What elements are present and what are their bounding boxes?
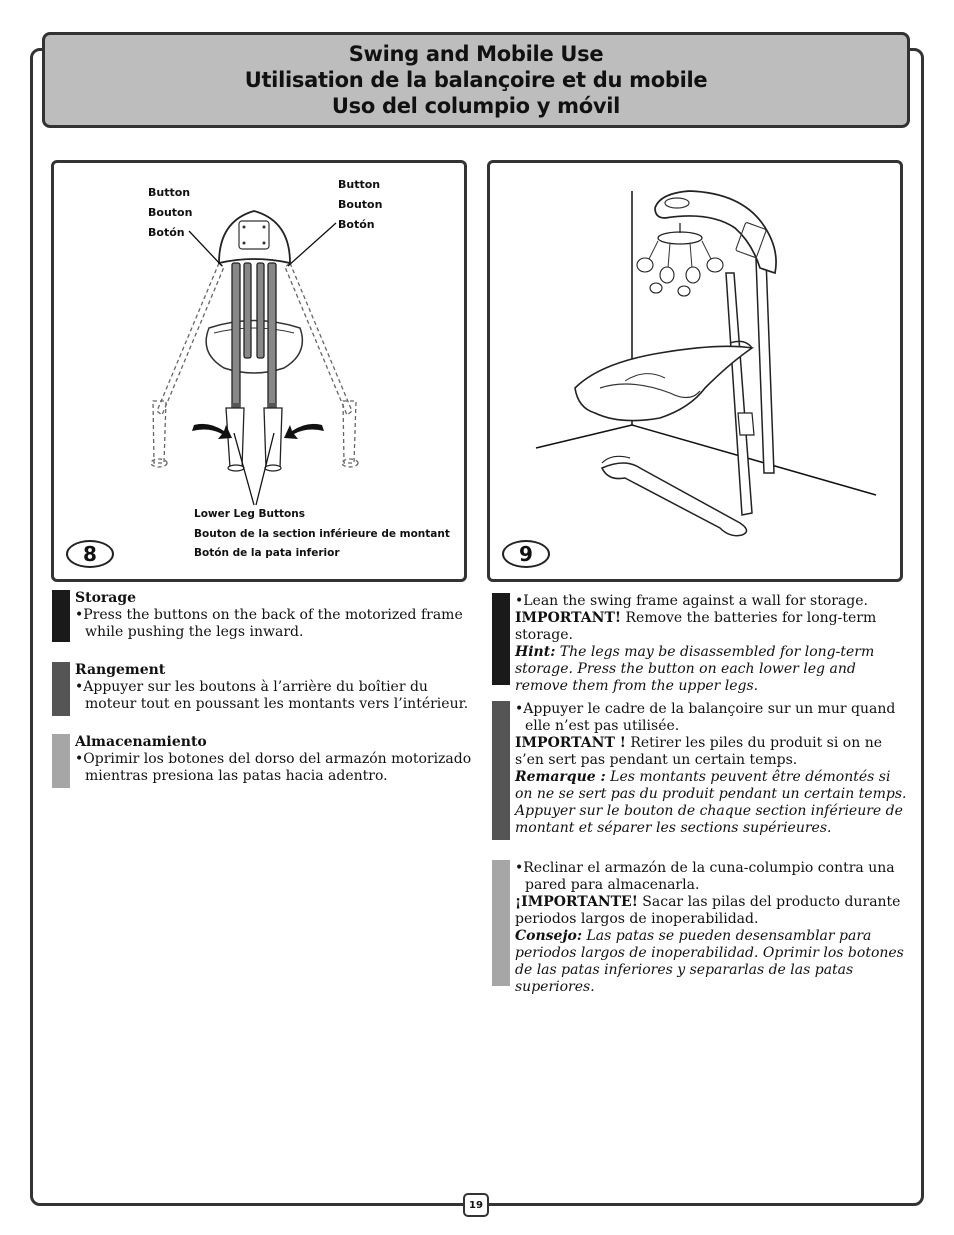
lean-section-spanish: [492, 860, 912, 995]
important-note: IMPORTANT! Remove the batteries for long-term storage.: [515, 610, 877, 643]
step-number-8: 8: [66, 540, 114, 568]
language-bar-english: [492, 593, 510, 685]
storage-section-french: [52, 662, 478, 716]
title-french: Utilisation de la balançoire et du mobile: [244, 68, 708, 92]
button-label-right: Button Bouton Botón: [338, 178, 383, 231]
storage-bullet: •Press the buttons on the back of the motorized frame while pushing the legs inward.: [75, 607, 463, 640]
button-label-left: Button Bouton Botón: [148, 186, 193, 239]
important-note-es: ¡IMPORTANTE! Sacar las pilas del producto durante periodos largos de inoperabilidad.: [515, 894, 901, 927]
storage-heading: Storage: [75, 590, 137, 606]
language-bar-spanish: [492, 860, 510, 986]
title-english: Swing and Mobile Use: [348, 42, 604, 66]
storage-section-english: [52, 590, 478, 642]
storage-section-spanish: [52, 734, 478, 788]
lean-section-english: [492, 593, 912, 694]
important-note-fr: IMPORTANT ! Retirer les piles du produit si on ne s’en sert pas pendant un certain temps.: [515, 735, 882, 768]
language-bar-spanish: [52, 734, 70, 788]
step-9-panel: [487, 160, 903, 582]
swing-against-wall-illustration: [490, 163, 900, 579]
rangement-heading: Rangement: [75, 662, 166, 678]
page-number: 19: [463, 1193, 489, 1217]
lower-leg-buttons-label: Lower Leg Buttons Bouton de la section inférieure de montant Botón de la pata inferior: [194, 508, 450, 559]
title-spanish: Uso del columpio y móvil: [331, 94, 621, 118]
lean-bullet-fr: •Appuyer le cadre de la balançoire sur un mur quand elle n’est pas utilisée.: [515, 701, 896, 734]
lean-bullet: •Lean the swing frame against a wall for storage.: [515, 593, 869, 609]
almacenamiento-heading: Almacenamiento: [75, 734, 207, 750]
language-bar-english: [52, 590, 70, 642]
language-bar-french: [52, 662, 70, 716]
almacenamiento-bullet: •Oprimir los botones del dorso del armazón motorizado mientras presiona las patas hacia adentro.: [75, 751, 472, 784]
lean-bullet-es: •Reclinar el armazón de la cuna-columpio contra una pared para almacenarla.: [515, 860, 895, 893]
step-8-panel: [51, 160, 467, 582]
lean-section-french: [492, 701, 912, 840]
hint-note-es: Consejo: Las patas se pueden desensamblar para periodos largos de inoperabilidad. Oprimir los botones de las patas inferiores y separarlas de las patas superiores.: [515, 928, 904, 995]
language-bar-french: [492, 701, 510, 840]
rangement-bullet: •Appuyer sur les boutons à l’arrière du boîtier du moteur tout en poussant les montants vers l’intérieur.: [75, 679, 469, 712]
page-header: [42, 32, 910, 128]
step-number-9: 9: [502, 540, 550, 568]
hint-note: Hint: The legs may be disassembled for long-term storage. Press the button on each lower leg and remove them from the upper legs.: [515, 644, 875, 694]
hint-note-fr: Remarque : Les montants peuvent être démontés si on ne se sert pas du produit pendant un certain temps. Appuyer sur le bouton de chaque section inférieure de montant et séparer les sections supérieures.: [515, 769, 907, 836]
